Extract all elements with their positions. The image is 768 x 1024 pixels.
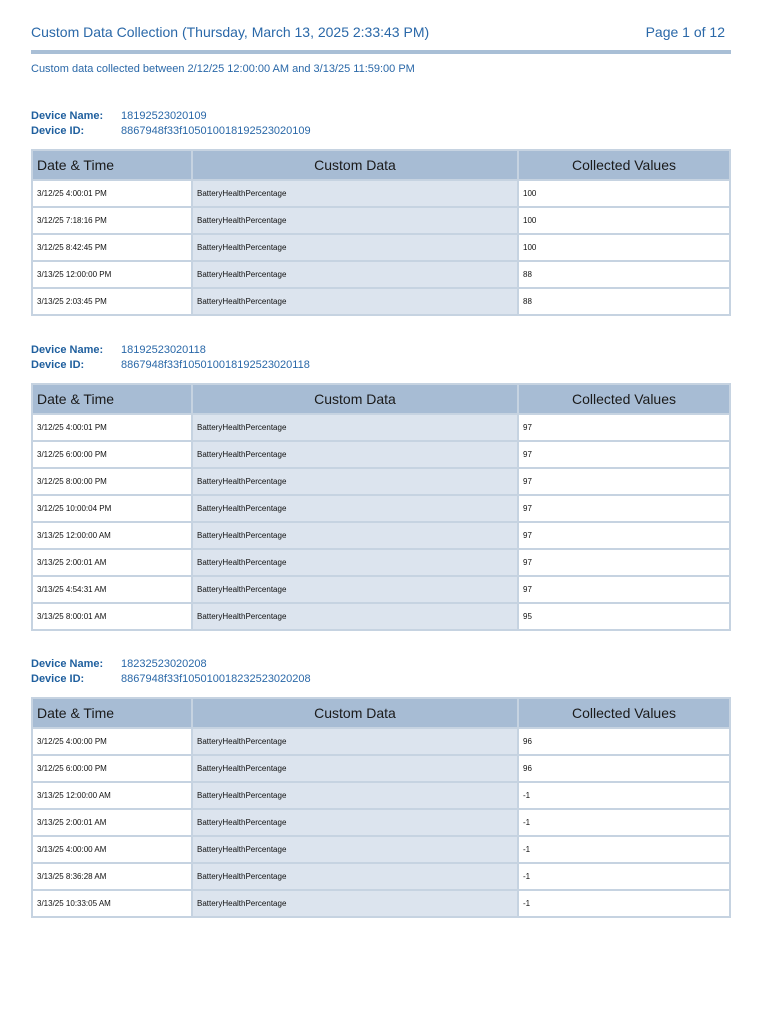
column-header-date-time: Date & Time — [33, 151, 191, 179]
data-table — [31, 383, 731, 631]
collected-value-cell: -1 — [519, 864, 729, 889]
collected-value-cell: 100 — [519, 181, 729, 206]
date-time-cell: 3/13/25 4:00:00 AM — [33, 837, 191, 862]
device-info — [31, 109, 731, 139]
device-info — [31, 657, 731, 687]
device-section-2 — [31, 343, 731, 631]
device-name-value: 18232523020208 — [121, 658, 207, 670]
collected-value-cell: 96 — [519, 756, 729, 781]
custom-data-cell: BatteryHealthPercentage — [193, 891, 517, 916]
date-time-cell: 3/13/25 4:54:31 AM — [33, 577, 191, 602]
date-time-cell: 3/13/25 10:33:05 AM — [33, 891, 191, 916]
custom-data-cell: BatteryHealthPercentage — [193, 442, 517, 467]
table-row — [33, 181, 729, 206]
table-row — [33, 864, 729, 889]
collected-value-cell: -1 — [519, 891, 729, 916]
custom-data-cell: BatteryHealthPercentage — [193, 469, 517, 494]
custom-data-cell: BatteryHealthPercentage — [193, 864, 517, 889]
column-header-date-time: Date & Time — [33, 385, 191, 413]
date-time-cell: 3/12/25 10:00:04 PM — [33, 496, 191, 521]
table-row — [33, 415, 729, 440]
device-id-value: 8867948f33f105010018192523020109 — [121, 125, 311, 137]
table-row — [33, 891, 729, 916]
table-row — [33, 262, 729, 287]
date-time-cell: 3/13/25 12:00:00 PM — [33, 262, 191, 287]
table-row — [33, 289, 729, 314]
collected-value-cell: -1 — [519, 783, 729, 808]
custom-data-cell: BatteryHealthPercentage — [193, 604, 517, 629]
table-row — [33, 577, 729, 602]
custom-data-cell: BatteryHealthPercentage — [193, 729, 517, 754]
date-time-cell: 3/12/25 4:00:00 PM — [33, 729, 191, 754]
device-name-value: 18192523020109 — [121, 110, 207, 122]
collected-value-cell: 100 — [519, 208, 729, 233]
date-time-cell: 3/13/25 8:36:28 AM — [33, 864, 191, 889]
date-time-cell: 3/12/25 8:00:00 PM — [33, 469, 191, 494]
date-time-cell: 3/13/25 12:00:00 AM — [33, 523, 191, 548]
device-id-label: Device ID: — [31, 673, 85, 685]
table-row — [33, 756, 729, 781]
collected-value-cell: 88 — [519, 289, 729, 314]
column-header-custom-data: Custom Data — [193, 385, 517, 413]
device-section-1 — [31, 109, 731, 316]
collected-value-cell: 97 — [519, 577, 729, 602]
column-header-date-time: Date & Time — [33, 699, 191, 727]
custom-data-cell: BatteryHealthPercentage — [193, 262, 517, 287]
custom-data-cell: BatteryHealthPercentage — [193, 523, 517, 548]
table-row — [33, 496, 729, 521]
date-time-cell: 3/13/25 2:00:01 AM — [33, 550, 191, 575]
custom-data-cell: BatteryHealthPercentage — [193, 208, 517, 233]
custom-data-cell: BatteryHealthPercentage — [193, 235, 517, 260]
table-row — [33, 837, 729, 862]
table-row — [33, 729, 729, 754]
collected-value-cell: 97 — [519, 415, 729, 440]
collected-value-cell: 97 — [519, 442, 729, 467]
table-row — [33, 550, 729, 575]
device-name-label: Device Name: — [31, 344, 104, 356]
custom-data-cell: BatteryHealthPercentage — [193, 577, 517, 602]
collected-value-cell: 97 — [519, 496, 729, 521]
report-subtitle: Custom data collected between 2/12/25 12:00:00 AM and 3/13/25 11:59:00 PM — [31, 63, 415, 75]
collected-value-cell: 97 — [519, 469, 729, 494]
custom-data-cell: BatteryHealthPercentage — [193, 289, 517, 314]
collected-value-cell: -1 — [519, 837, 729, 862]
header-divider — [31, 50, 731, 54]
date-time-cell: 3/13/25 8:00:01 AM — [33, 604, 191, 629]
report-header — [31, 24, 725, 40]
table-row — [33, 783, 729, 808]
collected-value-cell: 97 — [519, 523, 729, 548]
table-row — [33, 523, 729, 548]
custom-data-cell: BatteryHealthPercentage — [193, 181, 517, 206]
collected-value-cell: -1 — [519, 810, 729, 835]
page-indicator: Page 1 of 12 — [645, 24, 725, 40]
custom-data-cell: BatteryHealthPercentage — [193, 496, 517, 521]
custom-data-cell: BatteryHealthPercentage — [193, 837, 517, 862]
date-time-cell: 3/12/25 6:00:00 PM — [33, 756, 191, 781]
report-title: Custom Data Collection (Thursday, March 13, 2025 2:33:43 PM) — [31, 24, 430, 40]
column-header-custom-data: Custom Data — [193, 699, 517, 727]
date-time-cell: 3/12/25 6:00:00 PM — [33, 442, 191, 467]
collected-value-cell: 95 — [519, 604, 729, 629]
device-name-label: Device Name: — [31, 658, 104, 670]
date-time-cell: 3/13/25 12:00:00 AM — [33, 783, 191, 808]
date-time-cell: 3/13/25 2:00:01 AM — [33, 810, 191, 835]
device-section-3 — [31, 657, 731, 918]
custom-data-cell: BatteryHealthPercentage — [193, 783, 517, 808]
table-row — [33, 469, 729, 494]
device-id-value: 8867948f33f105010018232523020208 — [121, 673, 311, 685]
table-row — [33, 810, 729, 835]
device-info — [31, 343, 731, 373]
device-id-label: Device ID: — [31, 125, 85, 137]
data-table — [31, 149, 731, 316]
collected-value-cell: 96 — [519, 729, 729, 754]
collected-value-cell: 100 — [519, 235, 729, 260]
collected-value-cell: 97 — [519, 550, 729, 575]
date-time-cell: 3/12/25 4:00:01 PM — [33, 181, 191, 206]
data-table — [31, 697, 731, 918]
collected-value-cell: 88 — [519, 262, 729, 287]
date-time-cell: 3/12/25 7:18:16 PM — [33, 208, 191, 233]
table-row — [33, 235, 729, 260]
table-row — [33, 208, 729, 233]
custom-data-cell: BatteryHealthPercentage — [193, 550, 517, 575]
column-header-collected-values: Collected Values — [519, 385, 729, 413]
date-time-cell: 3/12/25 4:00:01 PM — [33, 415, 191, 440]
device-id-label: Device ID: — [31, 359, 85, 371]
device-name-label: Device Name: — [31, 110, 104, 122]
custom-data-cell: BatteryHealthPercentage — [193, 756, 517, 781]
device-name-value: 18192523020118 — [121, 344, 206, 356]
custom-data-cell: BatteryHealthPercentage — [193, 810, 517, 835]
date-time-cell: 3/13/25 2:03:45 PM — [33, 289, 191, 314]
device-id-value: 8867948f33f105010018192523020118 — [121, 359, 310, 371]
custom-data-cell: BatteryHealthPercentage — [193, 415, 517, 440]
column-header-custom-data: Custom Data — [193, 151, 517, 179]
date-time-cell: 3/12/25 8:42:45 PM — [33, 235, 191, 260]
table-row — [33, 442, 729, 467]
column-header-collected-values: Collected Values — [519, 699, 729, 727]
table-row — [33, 604, 729, 629]
column-header-collected-values: Collected Values — [519, 151, 729, 179]
